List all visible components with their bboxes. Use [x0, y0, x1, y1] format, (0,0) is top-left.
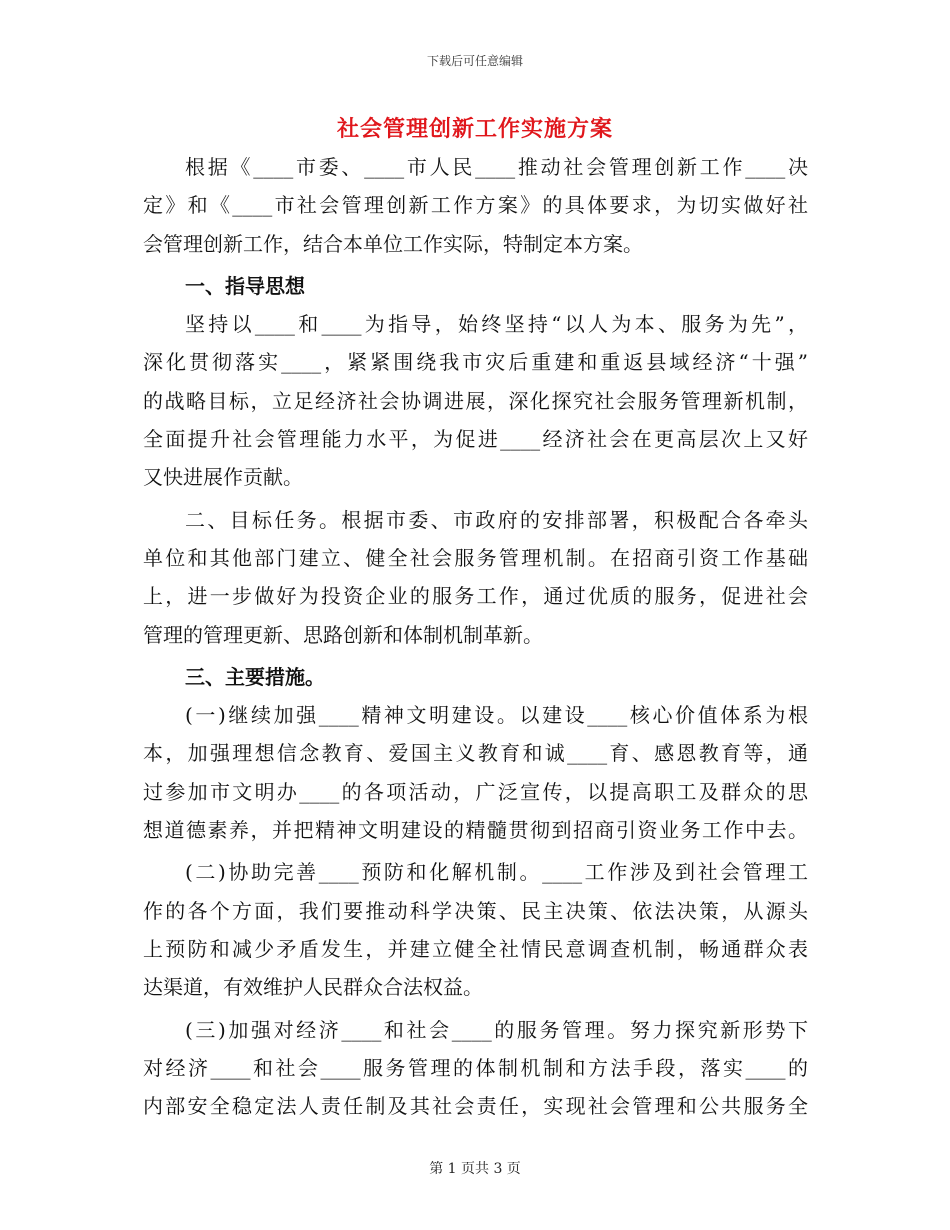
- paragraph-line: (二)协助完善____预防和化解机制。____工作涉及到社会管理工: [185, 860, 808, 885]
- paragraph-line: 过参加市文明办____的各项活动，广泛宣传，以提高职工及群众的思: [143, 779, 808, 804]
- paragraph-line: 深化贯彻落实____，紧紧围绕我市灾后重建和重返县域经济“十强”: [143, 350, 808, 375]
- header-note: 下载后可任意编辑: [426, 54, 523, 68]
- paragraph-line: 会管理创新工作，结合本单位工作实际，特制定本方案。: [143, 231, 643, 256]
- paragraph-line: 坚持以____和____为指导，始终坚持“以人为本、服务为先”，: [185, 312, 808, 337]
- paragraph-line: 单位和其他部门建立、健全社会服务管理机制。在招商引资工作基础: [143, 545, 808, 570]
- section-heading: 一、指导思想: [185, 273, 305, 298]
- paragraph-line: 定》和《____市社会管理创新工作方案》的具体要求，为切实做好社: [143, 193, 808, 218]
- paragraph-line: 根据《____市委、____市人民____推动社会管理创新工作____决: [185, 155, 808, 179]
- paragraph-line: 又快进展作贡献。: [143, 465, 303, 490]
- paragraph-line: 全面提升社会管理能力水平，为促进____经济社会在更高层次上又好: [143, 427, 808, 452]
- paragraph-line: (一)继续加强____精神文明建设。以建设____核心价值体系为根: [185, 703, 808, 728]
- paragraph-line: 的战略目标，立足经济社会协调进展，深化探究社会服务管理新机制，: [143, 388, 808, 413]
- paragraph-line: (三)加强对经济____和社会____的服务管理。努力探究新形势下: [185, 1017, 808, 1042]
- paragraph-line: 想道德素养，并把精神文明建设的精髓贯彻到招商引资业务工作中去。: [143, 818, 808, 843]
- paragraph-line: 作的各个方面，我们要推动科学决策、民主决策、依法决策，从源头: [143, 898, 808, 923]
- paragraph-line: 本，加强理想信念教育、爱国主义教育和诚____育、感恩教育等，通: [143, 741, 808, 766]
- paragraph-line: 对经济____和社会____服务管理的体制机制和方法手段，落实____的: [143, 1055, 808, 1080]
- paragraph-line: 二、目标任务。根据市委、市政府的安排部署，积极配合各牵头: [185, 507, 808, 532]
- paragraph-line: 上，进一步做好为投资企业的服务工作，通过优质的服务，促进社会: [143, 584, 808, 609]
- paragraph-line: 内部安全稳定法人责任制及其社会责任，实现社会管理和公共服务全: [143, 1094, 808, 1119]
- page-number: 第 1 页共 3 页: [429, 1161, 521, 1177]
- paragraph-line: 管理的管理更新、思路创新和体制机制革新。: [143, 622, 543, 647]
- paragraph-line: 达渠道，有效维护人民群众合法权益。: [143, 975, 483, 1000]
- paragraph-line: 上预防和减少矛盾发生，并建立健全社情民意调查机制，畅通群众表: [143, 936, 808, 961]
- document-title: 社会管理创新工作实施方案: [336, 116, 613, 142]
- section-heading: 三、主要措施。: [185, 664, 325, 689]
- document-body: [143, 148, 808, 1125]
